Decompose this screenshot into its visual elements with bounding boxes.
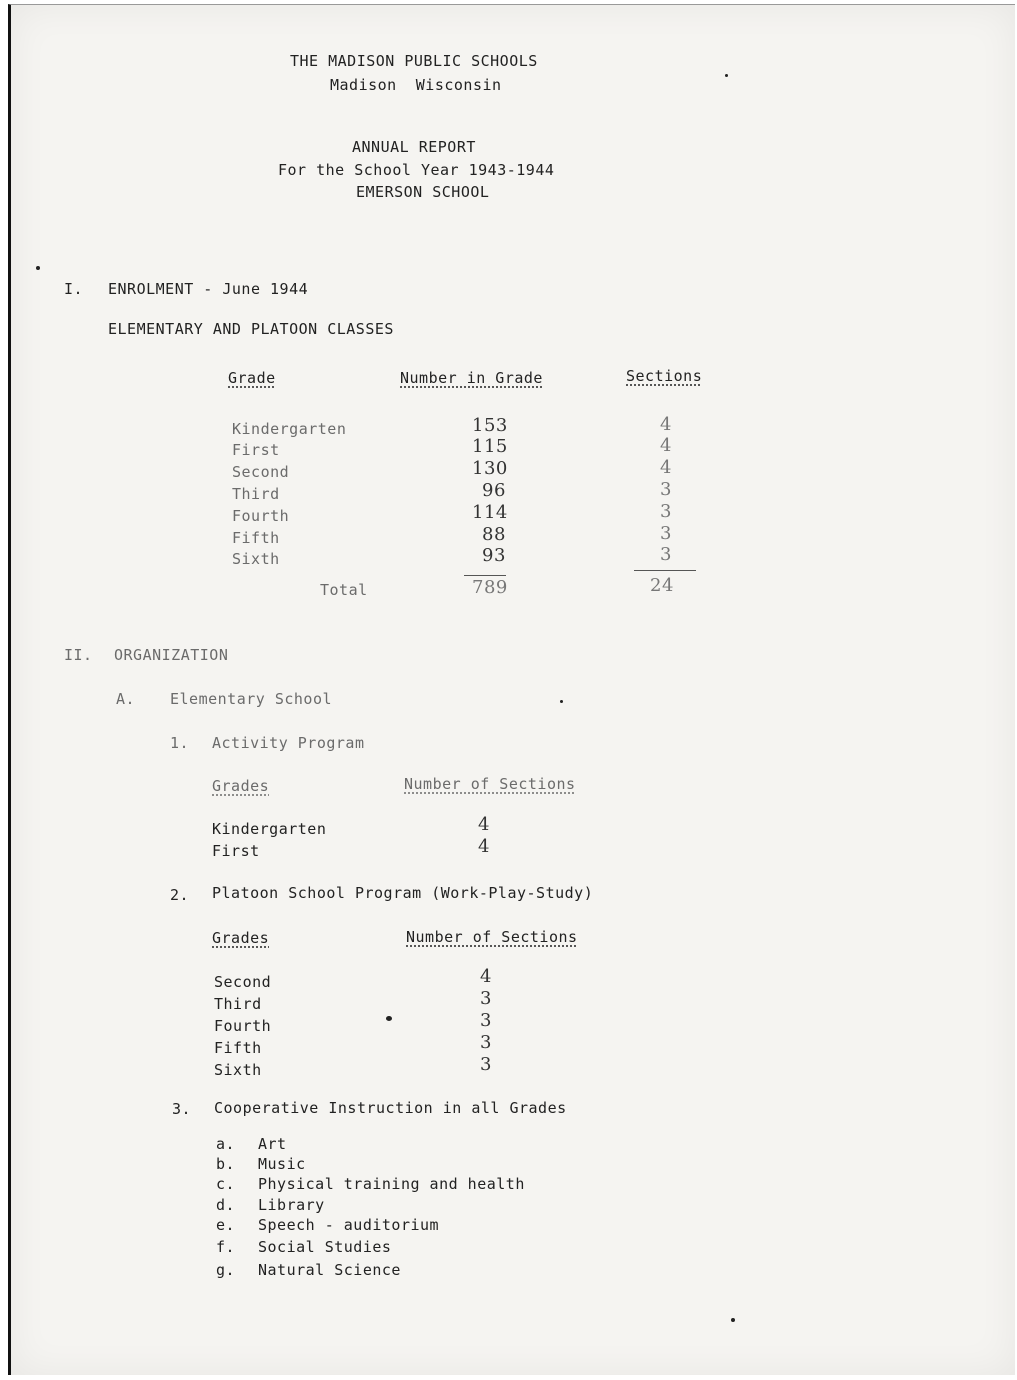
list-item: Music bbox=[258, 1155, 306, 1173]
enrollment-subheading: ELEMENTARY AND PLATOON CLASSES bbox=[108, 320, 394, 338]
school-name: EMERSON SCHOOL bbox=[356, 183, 490, 201]
stray-mark bbox=[386, 1016, 392, 1021]
number-cell: 114 bbox=[472, 502, 508, 523]
grade-cell: Fifth bbox=[232, 529, 280, 547]
list-item-letter: g. bbox=[216, 1261, 236, 1279]
section-a-letter: A. bbox=[116, 690, 136, 708]
activity-title: Activity Program bbox=[212, 734, 365, 752]
grade-cell: Fifth bbox=[214, 1039, 262, 1057]
list-item: Physical training and health bbox=[258, 1175, 525, 1193]
activity-number: 1. bbox=[170, 734, 190, 752]
sections-cell: 4 bbox=[478, 814, 490, 835]
section-numeral-ii: II. bbox=[64, 646, 93, 664]
sections-cell: 3 bbox=[660, 479, 672, 500]
grade-cell: Sixth bbox=[214, 1061, 262, 1079]
grade-cell: First bbox=[212, 842, 260, 860]
school-year-line: For the School Year 1943-1944 bbox=[278, 161, 555, 179]
total-label: Total bbox=[320, 581, 368, 599]
grade-cell: Fourth bbox=[232, 507, 290, 525]
org-name: THE MADISON PUBLIC SCHOOLS bbox=[290, 52, 538, 70]
platoon-number: 2. bbox=[170, 886, 190, 904]
stray-mark bbox=[36, 266, 40, 270]
sections-cell: 3 bbox=[660, 523, 672, 544]
grade-cell: Sixth bbox=[232, 550, 280, 568]
number-cell: 88 bbox=[482, 524, 506, 545]
list-item-letter: f. bbox=[216, 1238, 236, 1256]
enrollment-heading: ENROLMENT - June 1944 bbox=[108, 280, 309, 298]
number-cell: 93 bbox=[482, 545, 506, 566]
platoon-title: Platoon School Program (Work-Play-Study) bbox=[212, 884, 594, 902]
sum-line bbox=[634, 570, 696, 571]
sections-cell: 3 bbox=[660, 501, 672, 522]
list-item: Speech - auditorium bbox=[258, 1216, 440, 1234]
city-name: Madison Wisconsin bbox=[330, 76, 502, 94]
platoon-column-grades: Grades bbox=[212, 929, 270, 947]
number-cell: 115 bbox=[472, 436, 508, 457]
platoon-column-sections: Number of Sections bbox=[406, 928, 578, 946]
stray-mark bbox=[725, 74, 728, 77]
activity-column-grades: Grades bbox=[212, 777, 270, 795]
list-item-letter: a. bbox=[216, 1135, 236, 1153]
cooperative-number: 3. bbox=[172, 1100, 192, 1118]
number-cell: 153 bbox=[472, 415, 508, 436]
list-item: Library bbox=[258, 1196, 325, 1214]
sections-cell: 4 bbox=[660, 435, 672, 456]
section-numeral-i: I. bbox=[64, 280, 84, 298]
list-item: Social Studies bbox=[258, 1238, 392, 1256]
total-number: 789 bbox=[472, 577, 508, 598]
sections-cell: 3 bbox=[480, 1032, 492, 1053]
document-page bbox=[8, 4, 1015, 1375]
activity-column-sections: Number of Sections bbox=[404, 775, 576, 793]
number-cell: 130 bbox=[472, 458, 508, 479]
number-cell: 96 bbox=[482, 480, 506, 501]
list-item: Natural Science bbox=[258, 1261, 401, 1279]
column-header-sections: Sections bbox=[626, 367, 703, 385]
grade-cell: Kindergarten bbox=[232, 420, 347, 438]
total-sections: 24 bbox=[650, 575, 674, 596]
sections-cell: 3 bbox=[480, 1054, 492, 1075]
grade-cell: Kindergarten bbox=[212, 820, 327, 838]
grade-cell: Second bbox=[232, 463, 290, 481]
sum-line bbox=[464, 575, 506, 576]
grade-cell: Second bbox=[214, 973, 272, 991]
section-a-title: Elementary School bbox=[170, 690, 333, 708]
stray-mark bbox=[560, 700, 563, 703]
grade-cell: Fourth bbox=[214, 1017, 272, 1035]
grade-cell: Third bbox=[214, 995, 262, 1013]
column-header-grade: Grade bbox=[228, 369, 276, 387]
list-item-letter: e. bbox=[216, 1216, 236, 1234]
sections-cell: 4 bbox=[480, 966, 492, 987]
sections-cell: 3 bbox=[660, 544, 672, 565]
sections-cell: 4 bbox=[478, 836, 490, 857]
sections-cell: 3 bbox=[480, 1010, 492, 1031]
sections-cell: 3 bbox=[480, 988, 492, 1009]
grade-cell: Third bbox=[232, 485, 280, 503]
list-item-letter: d. bbox=[216, 1196, 236, 1214]
cooperative-title: Cooperative Instruction in all Grades bbox=[214, 1099, 567, 1117]
list-item: Art bbox=[258, 1135, 287, 1153]
column-header-number: Number in Grade bbox=[400, 369, 543, 387]
report-title: ANNUAL REPORT bbox=[352, 138, 476, 156]
stray-mark bbox=[731, 1318, 735, 1322]
grade-cell: First bbox=[232, 441, 280, 459]
sections-cell: 4 bbox=[660, 457, 672, 478]
list-item-letter: c. bbox=[216, 1175, 236, 1193]
sections-cell: 4 bbox=[660, 414, 672, 435]
list-item-letter: b. bbox=[216, 1155, 236, 1173]
organization-heading: ORGANIZATION bbox=[114, 646, 229, 664]
